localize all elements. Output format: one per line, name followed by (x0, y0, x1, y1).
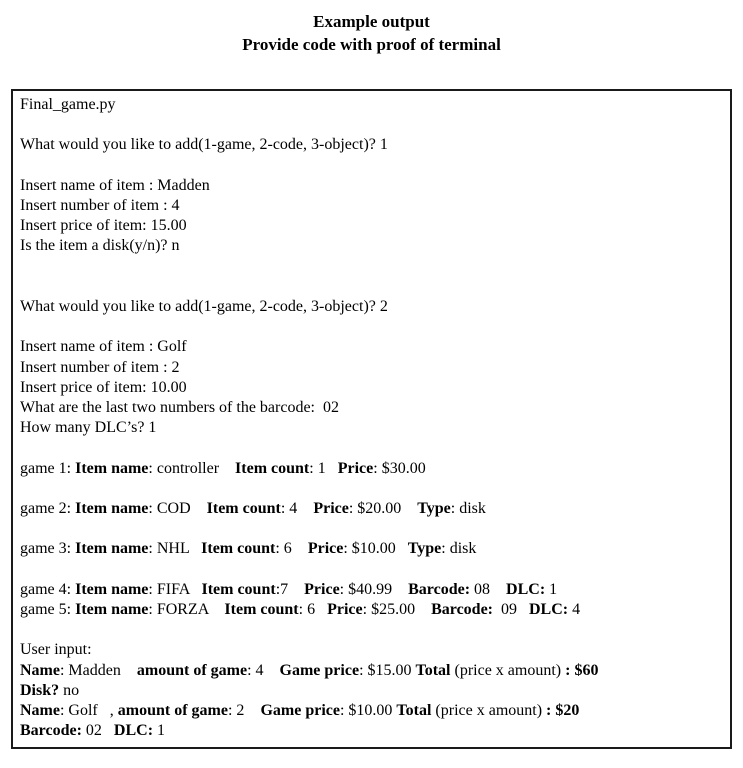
terminal-line (20, 600, 723, 620)
bold-text-segment: Item name (75, 580, 149, 598)
bold-text-segment: Game price (279, 661, 360, 679)
bold-text-segment: Barcode: (431, 601, 493, 619)
bold-text-segment: Price (337, 459, 374, 477)
terminal-line (20, 661, 723, 681)
terminal-line (20, 620, 723, 640)
bold-text-segment: Name (20, 702, 60, 720)
text-segment: : $30.00 (373, 459, 426, 477)
bold-text-segment: Disk? (20, 681, 60, 699)
text-segment: How many DLC’s? 1 (20, 419, 157, 437)
text-segment: game 3: (20, 540, 76, 558)
terminal-line (20, 378, 723, 398)
terminal-line (20, 176, 723, 196)
terminal-line (20, 337, 723, 357)
bold-text-segment: Type (417, 500, 451, 518)
terminal-line (20, 257, 723, 277)
text-segment: :7 (275, 580, 305, 598)
text-segment: game 5: (20, 601, 76, 619)
bold-text-segment: Total (415, 661, 451, 679)
terminal-line (20, 721, 723, 741)
text-segment: : 6 (298, 601, 328, 619)
bold-text-segment: DLC: (529, 601, 569, 619)
terminal-line (20, 519, 723, 539)
text-segment: Final_game.py (20, 96, 116, 113)
bold-text-segment: Item name (75, 540, 149, 558)
terminal-line (20, 459, 723, 479)
text-segment: : $20.00 (348, 500, 418, 518)
text-segment: : 4 (247, 661, 280, 679)
text-segment: : $25.00 (362, 601, 432, 619)
bold-text-segment: Barcode: (20, 722, 82, 740)
terminal-line (20, 95, 723, 115)
terminal-line (20, 418, 723, 438)
bold-text-segment: Item count (201, 540, 276, 558)
terminal-output-box (11, 89, 732, 749)
bold-text-segment: Item name (75, 500, 149, 518)
text-segment: What would you like to add(1-game, 2-code, 3-object)? 1 (20, 136, 388, 154)
text-segment: : $15.00 (359, 661, 416, 679)
text-segment: : FORZA (148, 601, 225, 619)
text-segment: 4 (568, 601, 581, 619)
bold-text-segment: Price (304, 580, 340, 598)
terminal-line (20, 135, 723, 155)
terminal-line (20, 539, 723, 559)
terminal-line (20, 156, 723, 176)
text-segment: : 6 (275, 540, 308, 558)
bold-text-segment: amount of game (117, 702, 228, 720)
terminal-line (20, 438, 723, 458)
text-segment: 1 (545, 580, 558, 598)
terminal-line (20, 196, 723, 216)
terminal-line (20, 681, 723, 701)
bold-text-segment: Item name (75, 459, 149, 477)
page-title: Example output (313, 12, 430, 31)
text-segment: What would you like to add(1-game, 2-code, 3-object)? 2 (20, 298, 388, 316)
text-segment: : NHL (148, 540, 202, 558)
terminal-line (20, 479, 723, 499)
text-segment: Insert name of item : Madden (20, 176, 210, 194)
text-segment: : FIFA (148, 580, 202, 598)
text-segment: : $10.00 (343, 540, 408, 558)
text-segment: 1 (153, 722, 166, 740)
terminal-line (20, 236, 723, 256)
bold-text-segment: Item name (75, 601, 149, 619)
text-segment: 08 (470, 580, 507, 598)
text-segment: Insert number of item : 4 (20, 197, 180, 215)
bold-text-segment: DLC: (506, 580, 546, 598)
text-segment: Insert price of item: 10.00 (20, 378, 187, 396)
terminal-line (20, 640, 723, 660)
text-segment: (price x amount) (450, 661, 566, 679)
text-segment: : disk (450, 500, 486, 518)
bold-text-segment: Item count (224, 601, 299, 619)
bold-text-segment: Total (396, 702, 432, 720)
bold-text-segment: Barcode: (408, 580, 471, 598)
text-segment: : Golf , (59, 702, 118, 720)
text-segment: : 2 (227, 702, 261, 720)
text-segment: game 1: (20, 459, 76, 477)
bold-text-segment: Price (313, 500, 349, 518)
text-segment: Insert number of item : 2 (20, 358, 180, 376)
text-segment: (price x amount) (431, 702, 547, 720)
bold-text-segment: Game price (260, 702, 340, 720)
terminal-line (20, 580, 723, 600)
text-segment: Insert price of item: 15.00 (20, 217, 187, 235)
terminal-line (20, 560, 723, 580)
text-segment: What are the last two numbers of the barcode: 02 (20, 399, 339, 417)
page-subtitle: Provide code with proof of terminal (242, 35, 501, 54)
text-segment: Insert name of item : Golf (20, 338, 187, 356)
terminal-line (20, 358, 723, 378)
text-segment: Is the item a disk(y/n)? n (20, 237, 180, 255)
bold-text-segment: DLC: (113, 722, 154, 740)
text-segment: 09 (493, 601, 529, 619)
bold-text-segment: Item count (235, 459, 310, 477)
text-segment: : disk (441, 540, 477, 558)
text-segment: : controller (148, 459, 236, 477)
terminal-line (20, 297, 723, 317)
bold-text-segment: Price (327, 601, 363, 619)
bold-text-segment: Type (407, 540, 442, 558)
text-segment: : $10.00 (339, 702, 397, 720)
terminal-line (20, 277, 723, 297)
text-segment: no (59, 681, 80, 699)
text-segment: : $40.99 (339, 580, 409, 598)
text-segment: 02 (81, 722, 114, 740)
bold-text-segment: Item count (206, 500, 281, 518)
text-segment: : 4 (280, 500, 314, 518)
bold-text-segment: amount of game (136, 661, 248, 679)
text-segment: game 4: (20, 580, 76, 598)
terminal-line (20, 499, 723, 519)
terminal-line (20, 398, 723, 418)
text-segment: User input: (20, 641, 92, 659)
bold-text-segment: Price (307, 540, 344, 558)
text-segment: : Madden (59, 661, 137, 679)
text-segment: : 1 (309, 459, 338, 477)
bold-text-segment: : $60 (565, 661, 599, 679)
text-segment: : COD (148, 500, 207, 518)
terminal-line (20, 216, 723, 236)
terminal-line (20, 317, 723, 337)
bold-text-segment: Item count (201, 580, 276, 598)
text-segment: game 2: (20, 500, 76, 518)
bold-text-segment: : $20 (546, 702, 580, 720)
document-header (0, 10, 743, 56)
bold-text-segment: Name (20, 661, 60, 679)
terminal-line (20, 115, 723, 135)
terminal-line (20, 701, 723, 721)
